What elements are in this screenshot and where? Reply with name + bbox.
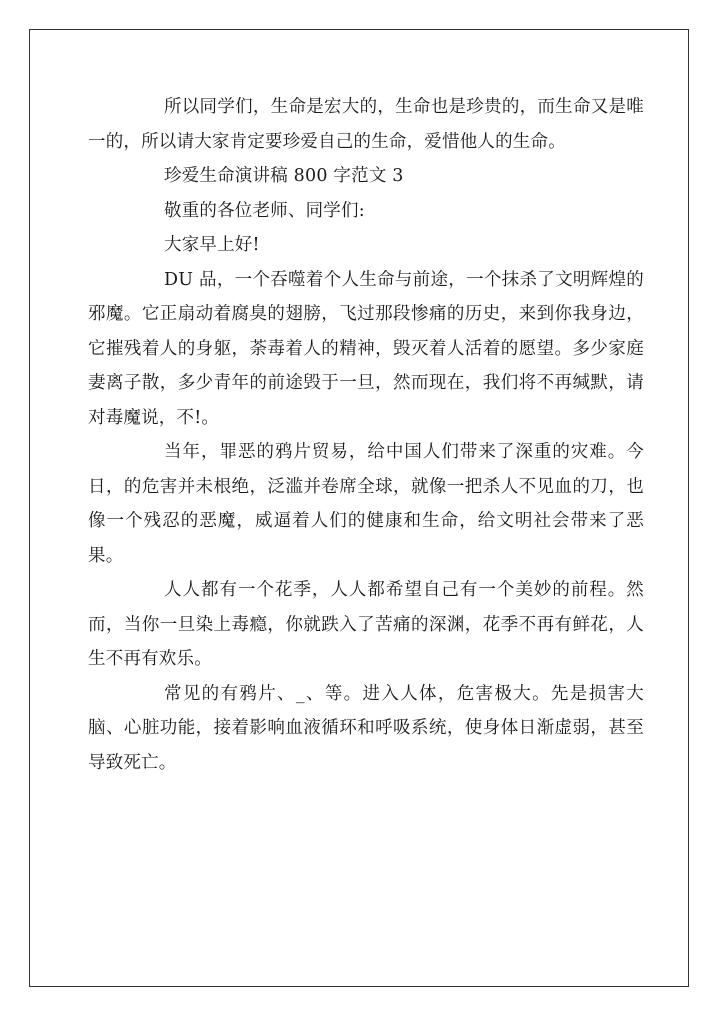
document-body <box>88 90 644 780</box>
speech-title: 珍爱生命演讲稿 800 字范文 3 <box>164 166 404 186</box>
paragraph-harm: 常见的有鸦片、_、等。进入人体，危害极大。先是损害大脑、心脏功能，接着影响血液循环和呼吸系统，使身体日渐虚弱，甚至导致死亡。 <box>88 683 644 773</box>
paragraph-conclusion: 所以同学们，生命是宏大的，生命也是珍贵的，而生命又是唯一的，所以请大家肯定要珍爱自己的生命，爱惜他人的生命。 <box>88 97 644 152</box>
paragraph-intro: DU 品，一个吞噬着个人生命与前途，一个抹杀了文明辉煌的邪魔。它正扇动着腐臭的翅膀，飞过那段惨痛的历史，来到你我身边，它摧残着人的身躯，荼毒着人的精神，毁灭着人活着的愿望。多少家庭妻离子散，多少青年的前途毁于一旦，然而现在，我们将不再缄默，请对毒魔说，不!。 <box>88 269 644 428</box>
salutation: 敬重的各位老师、同学们: <box>164 200 365 221</box>
greeting: 大家早上好! <box>164 235 260 255</box>
paragraph-history: 当年，罪恶的鸦片贸易，给中国人们带来了深重的灾难。今日，的危害并未根绝，泛滥并卷席全球，就像一把杀人不见血的刀，也像一个残忍的恶魔，威逼着人们的健康和生命，给文明社会带来了恶果。 <box>88 442 644 566</box>
paragraph-youth: 人人都有一个花季，人人都希望自己有一个美妙的前程。然而，当你一旦染上毒瘾，你就跌入了苦痛的深渊，花季不再有鲜花，人生不再有欢乐。 <box>88 580 644 669</box>
